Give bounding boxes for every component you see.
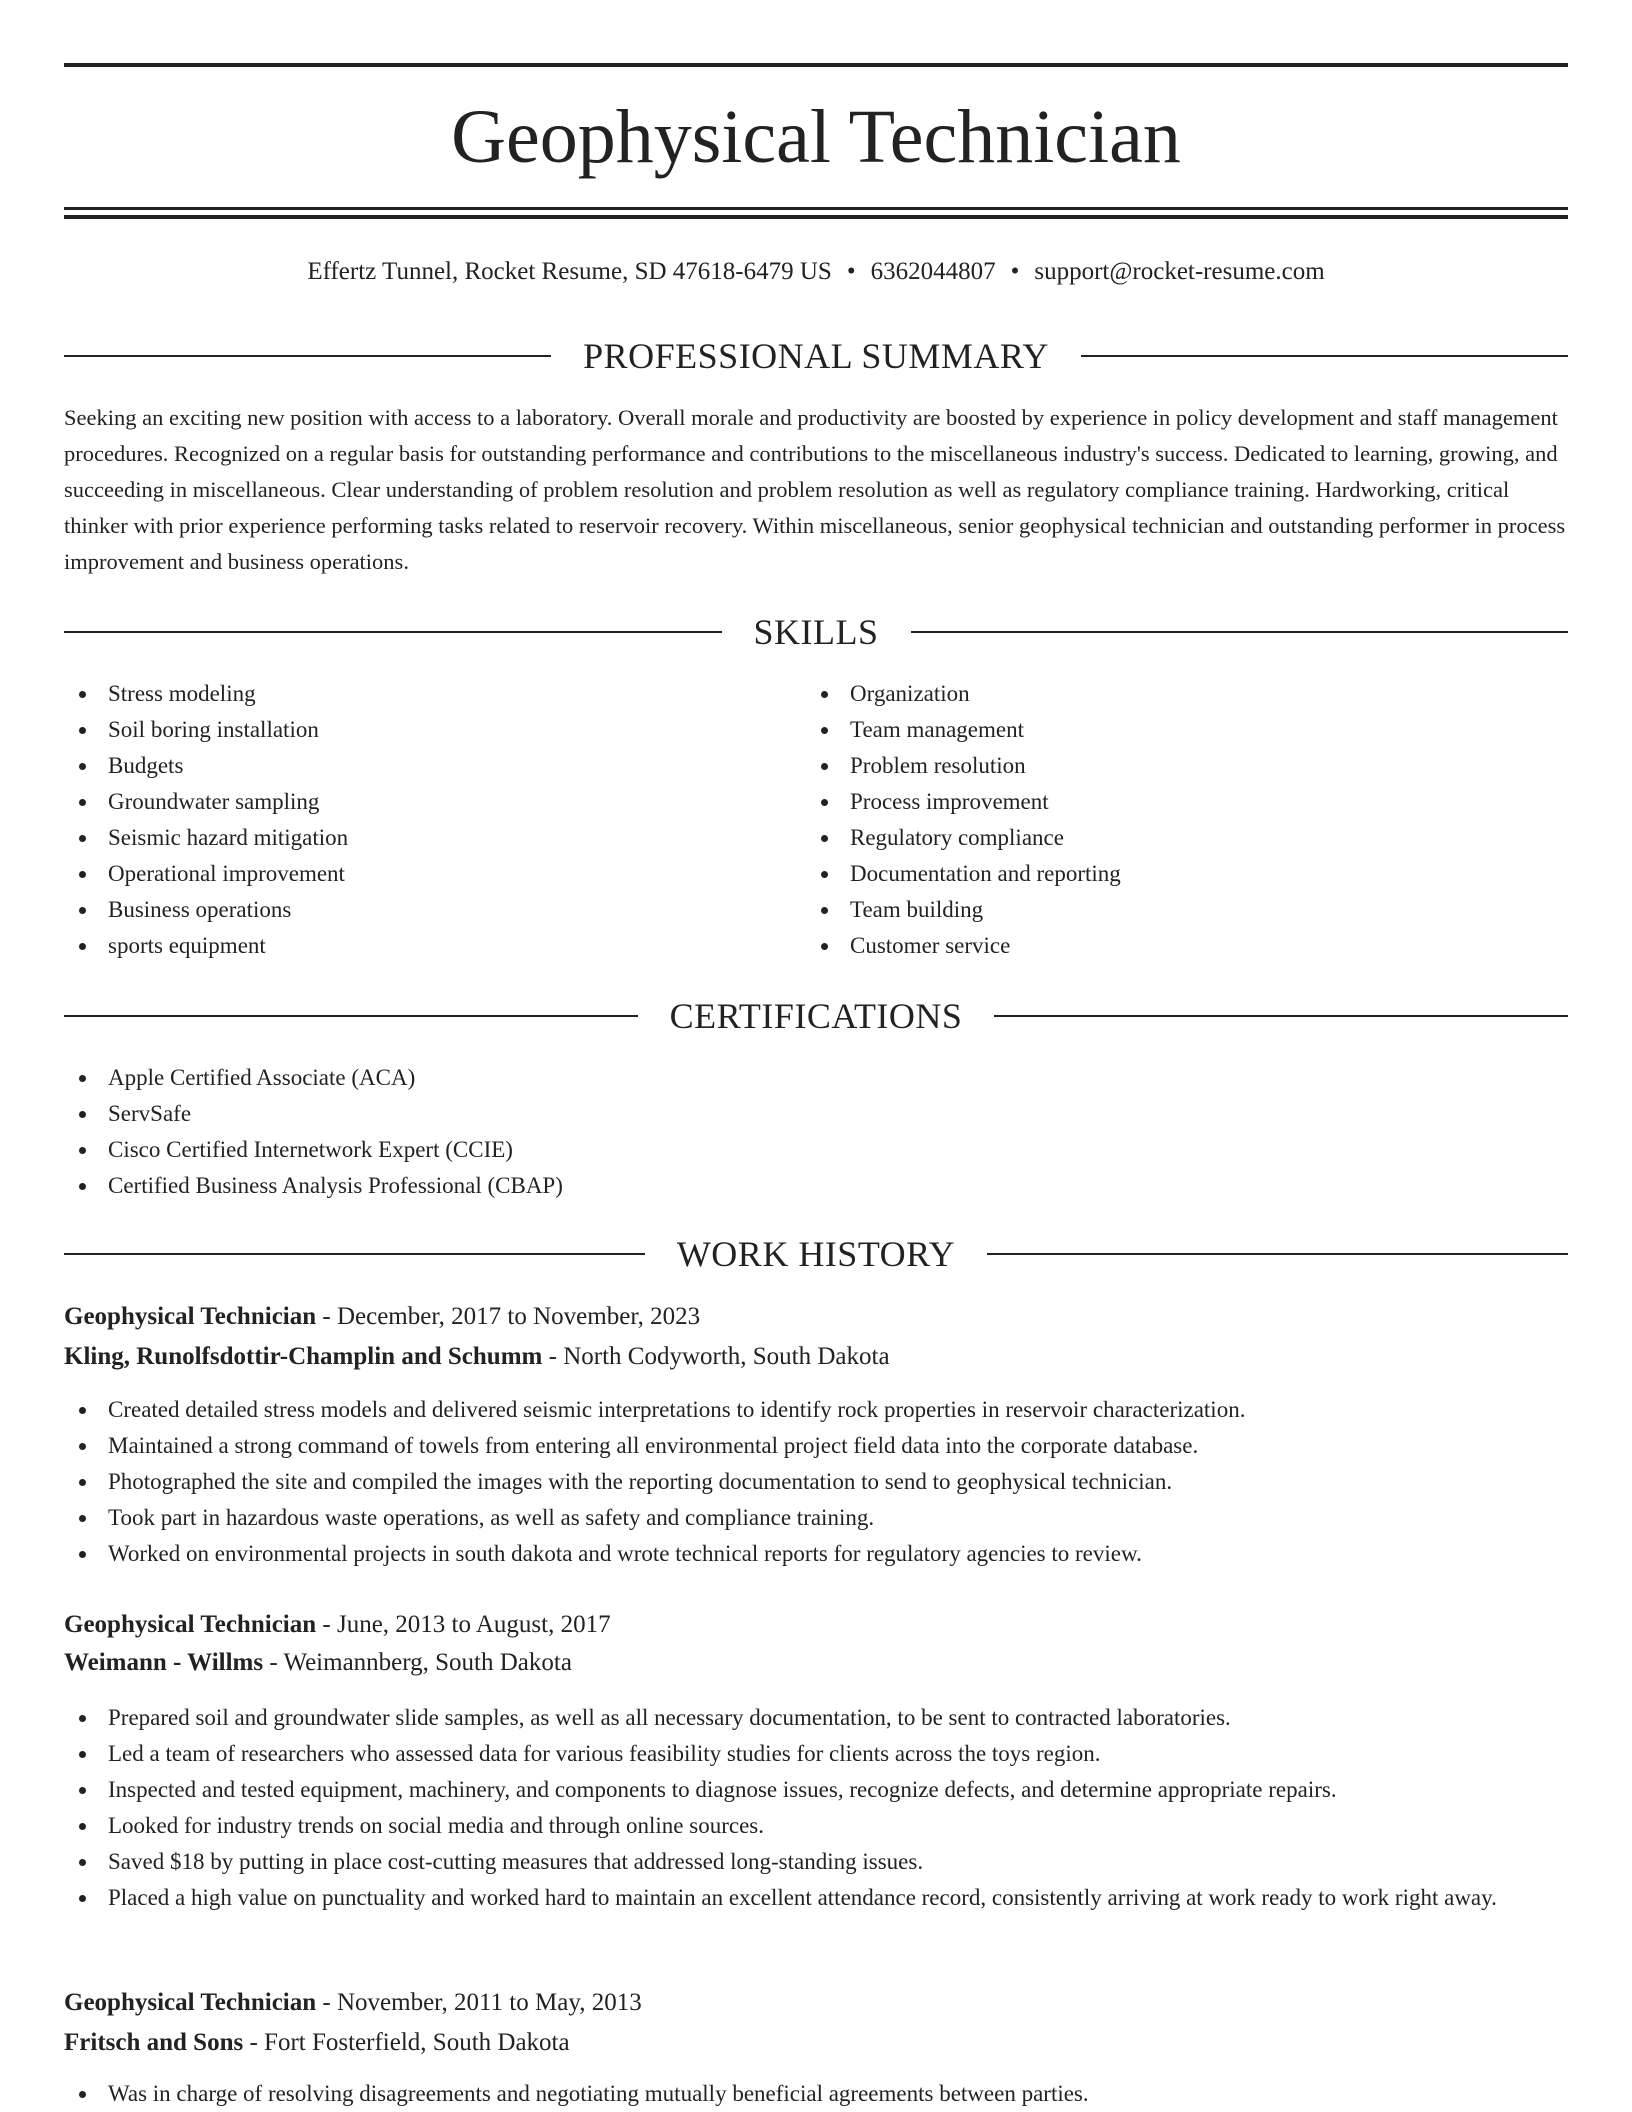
skill-item: Soil boring installation [64,712,804,748]
job-title-line: Geophysical Technician - December, 2017 to November, 2023 [64,1303,701,1330]
section-rule-left [64,355,551,357]
skill-item: Documentation and reporting [806,856,1546,892]
section-rule-right [987,1253,1568,1255]
job-dates: December, 2017 to November, 2023 [336,1303,701,1330]
job-location: Weimannberg, South Dakota [283,1649,572,1676]
skill-item: Team management [806,712,1546,748]
resume-title: Geophysical Technician [451,95,1181,179]
duty-item: Saved $18 by putting in place cost-cutting measures that addressed long-standing issues. [64,1844,1568,1880]
section-rule-left [64,1253,645,1255]
contact-phone: 6362044807 [870,258,996,285]
duty-item: Took part in hazardous waste operations, as well as safety and compliance training. [64,1500,1568,1536]
job-company-line: Fritsch and Sons - Fort Fosterfield, South Dakota [64,2029,570,2056]
section-rule-left [64,1015,638,1017]
skills-list-right [806,676,1546,964]
certifications-list [64,1060,1568,1204]
duty-item: Inspected and tested equipment, machinery, and components to diagnose issues, recognize defects, and determine appropriate repairs. [64,1772,1568,1808]
top-rule [64,63,1568,67]
skills-section-header [64,610,1568,654]
certification-item: Cisco Certified Internetwork Expert (CCIE) [64,1132,1568,1168]
summary-text: Seeking an exciting new position with access to a laboratory. Overall morale and productivity are boosted by experience in policy development and staff management procedures. Recognized on a regular basis for outstanding performance and contributions to the miscellaneous industry's success. Dedicated to learning, growing, and succeeding in miscellaneous. Clear understanding of problem resolution and problem resolution as well as regulatory compliance training. Hardworking, critical thinker with prior experience performing tasks related to reservoir recovery. Within miscellaneous, senior geophysical technician and outstanding performer in process improvement and business operations. [64,405,1566,574]
skill-item: Seismic hazard mitigation [64,820,804,856]
section-rule-right [1081,355,1568,357]
job-location: North Codyworth, South Dakota [563,1343,890,1370]
contact-email: support@rocket-resume.com [1034,258,1325,285]
duty-item: Worked on environmental projects in south dakota and wrote technical reports for regulatory agencies to review. [64,1536,1568,1572]
duty-item: Maintained a strong command of towels from entering all environmental project field data into the corporate database. [64,1428,1568,1464]
certifications-heading: CERTIFICATIONS [669,996,963,1036]
section-rule-right [994,1015,1568,1017]
job-dates: June, 2013 to August, 2017 [336,1611,611,1638]
job-title-line: Geophysical Technician - November, 2011 to May, 2013 [64,1989,642,2016]
summary-section-header [64,334,1568,378]
skill-item: sports equipment [64,928,804,964]
job-duties-list [64,2076,1568,2112]
certifications-section-header [64,994,1568,1038]
duty-item: Led a team of researchers who assessed data for various feasibility studies for clients across the toys region. [64,1736,1568,1772]
duty-item: Was in charge of resolving disagreements and negotiating mutually beneficial agreements between parties. [64,2076,1568,2112]
title-double-rule-upper [64,207,1568,210]
contact-line [64,255,1568,289]
job-company: Weimann - Willms [64,1649,264,1676]
work-history-section-header [64,1232,1568,1276]
job-duties-list [64,1700,1568,1916]
skill-item: Organization [806,676,1546,712]
skill-item: Budgets [64,748,804,784]
skills-heading: SKILLS [753,612,879,652]
summary-heading: PROFESSIONAL SUMMARY [583,336,1049,376]
contact-address: Effertz Tunnel, Rocket Resume, SD 47618-6479 US [307,258,832,285]
job-duties-list [64,1392,1568,1572]
skills-list-left [64,676,804,964]
skill-item: Groundwater sampling [64,784,804,820]
duty-item: Placed a high value on punctuality and worked hard to maintain an excellent attendance record, consistently arriving at work ready to work right away. [64,1880,1568,1916]
certification-item: ServSafe [64,1096,1568,1132]
skill-item: Business operations [64,892,804,928]
skill-item: Stress modeling [64,676,804,712]
duty-item: Photographed the site and compiled the images with the reporting documentation to send to geophysical technician. [64,1464,1568,1500]
skill-item: Problem resolution [806,748,1546,784]
contact-separator: • [846,258,856,285]
title-double-rule-lower [64,215,1568,219]
job-title-line: Geophysical Technician - June, 2013 to August, 2017 [64,1611,611,1638]
skill-item: Team building [806,892,1546,928]
job-title: Geophysical Technician [64,1303,317,1330]
job-company: Kling, Runolfsdottir-Champlin and Schumm [64,1343,543,1370]
work-history-heading: WORK HISTORY [676,1234,956,1274]
skill-item: Customer service [806,928,1546,964]
duty-item: Prepared soil and groundwater slide samples, as well as all necessary documentation, to be sent to contracted laboratories. [64,1700,1568,1736]
job-company-line: Weimann - Willms - Weimannberg, South Dakota [64,1649,572,1676]
duty-item: Looked for industry trends on social media and through online sources. [64,1808,1568,1844]
certification-item: Certified Business Analysis Professional (CBAP) [64,1168,1568,1204]
job-company-line: Kling, Runolfsdottir-Champlin and Schumm - North Codyworth, South Dakota [64,1343,890,1370]
contact-separator: • [1010,258,1020,285]
job-location: Fort Fosterfield, South Dakota [264,2029,570,2056]
job-dates: November, 2011 to May, 2013 [336,1989,642,2016]
skill-item: Operational improvement [64,856,804,892]
section-rule-right [911,631,1569,633]
job-company: Fritsch and Sons [64,2029,244,2056]
job-title: Geophysical Technician [64,1989,317,2016]
certification-item: Apple Certified Associate (ACA) [64,1060,1568,1096]
section-rule-left [64,631,722,633]
duty-item: Created detailed stress models and delivered seismic interpretations to identify rock properties in reservoir characterization. [64,1392,1568,1428]
skill-item: Regulatory compliance [806,820,1546,856]
job-title: Geophysical Technician [64,1611,317,1638]
skill-item: Process improvement [806,784,1546,820]
